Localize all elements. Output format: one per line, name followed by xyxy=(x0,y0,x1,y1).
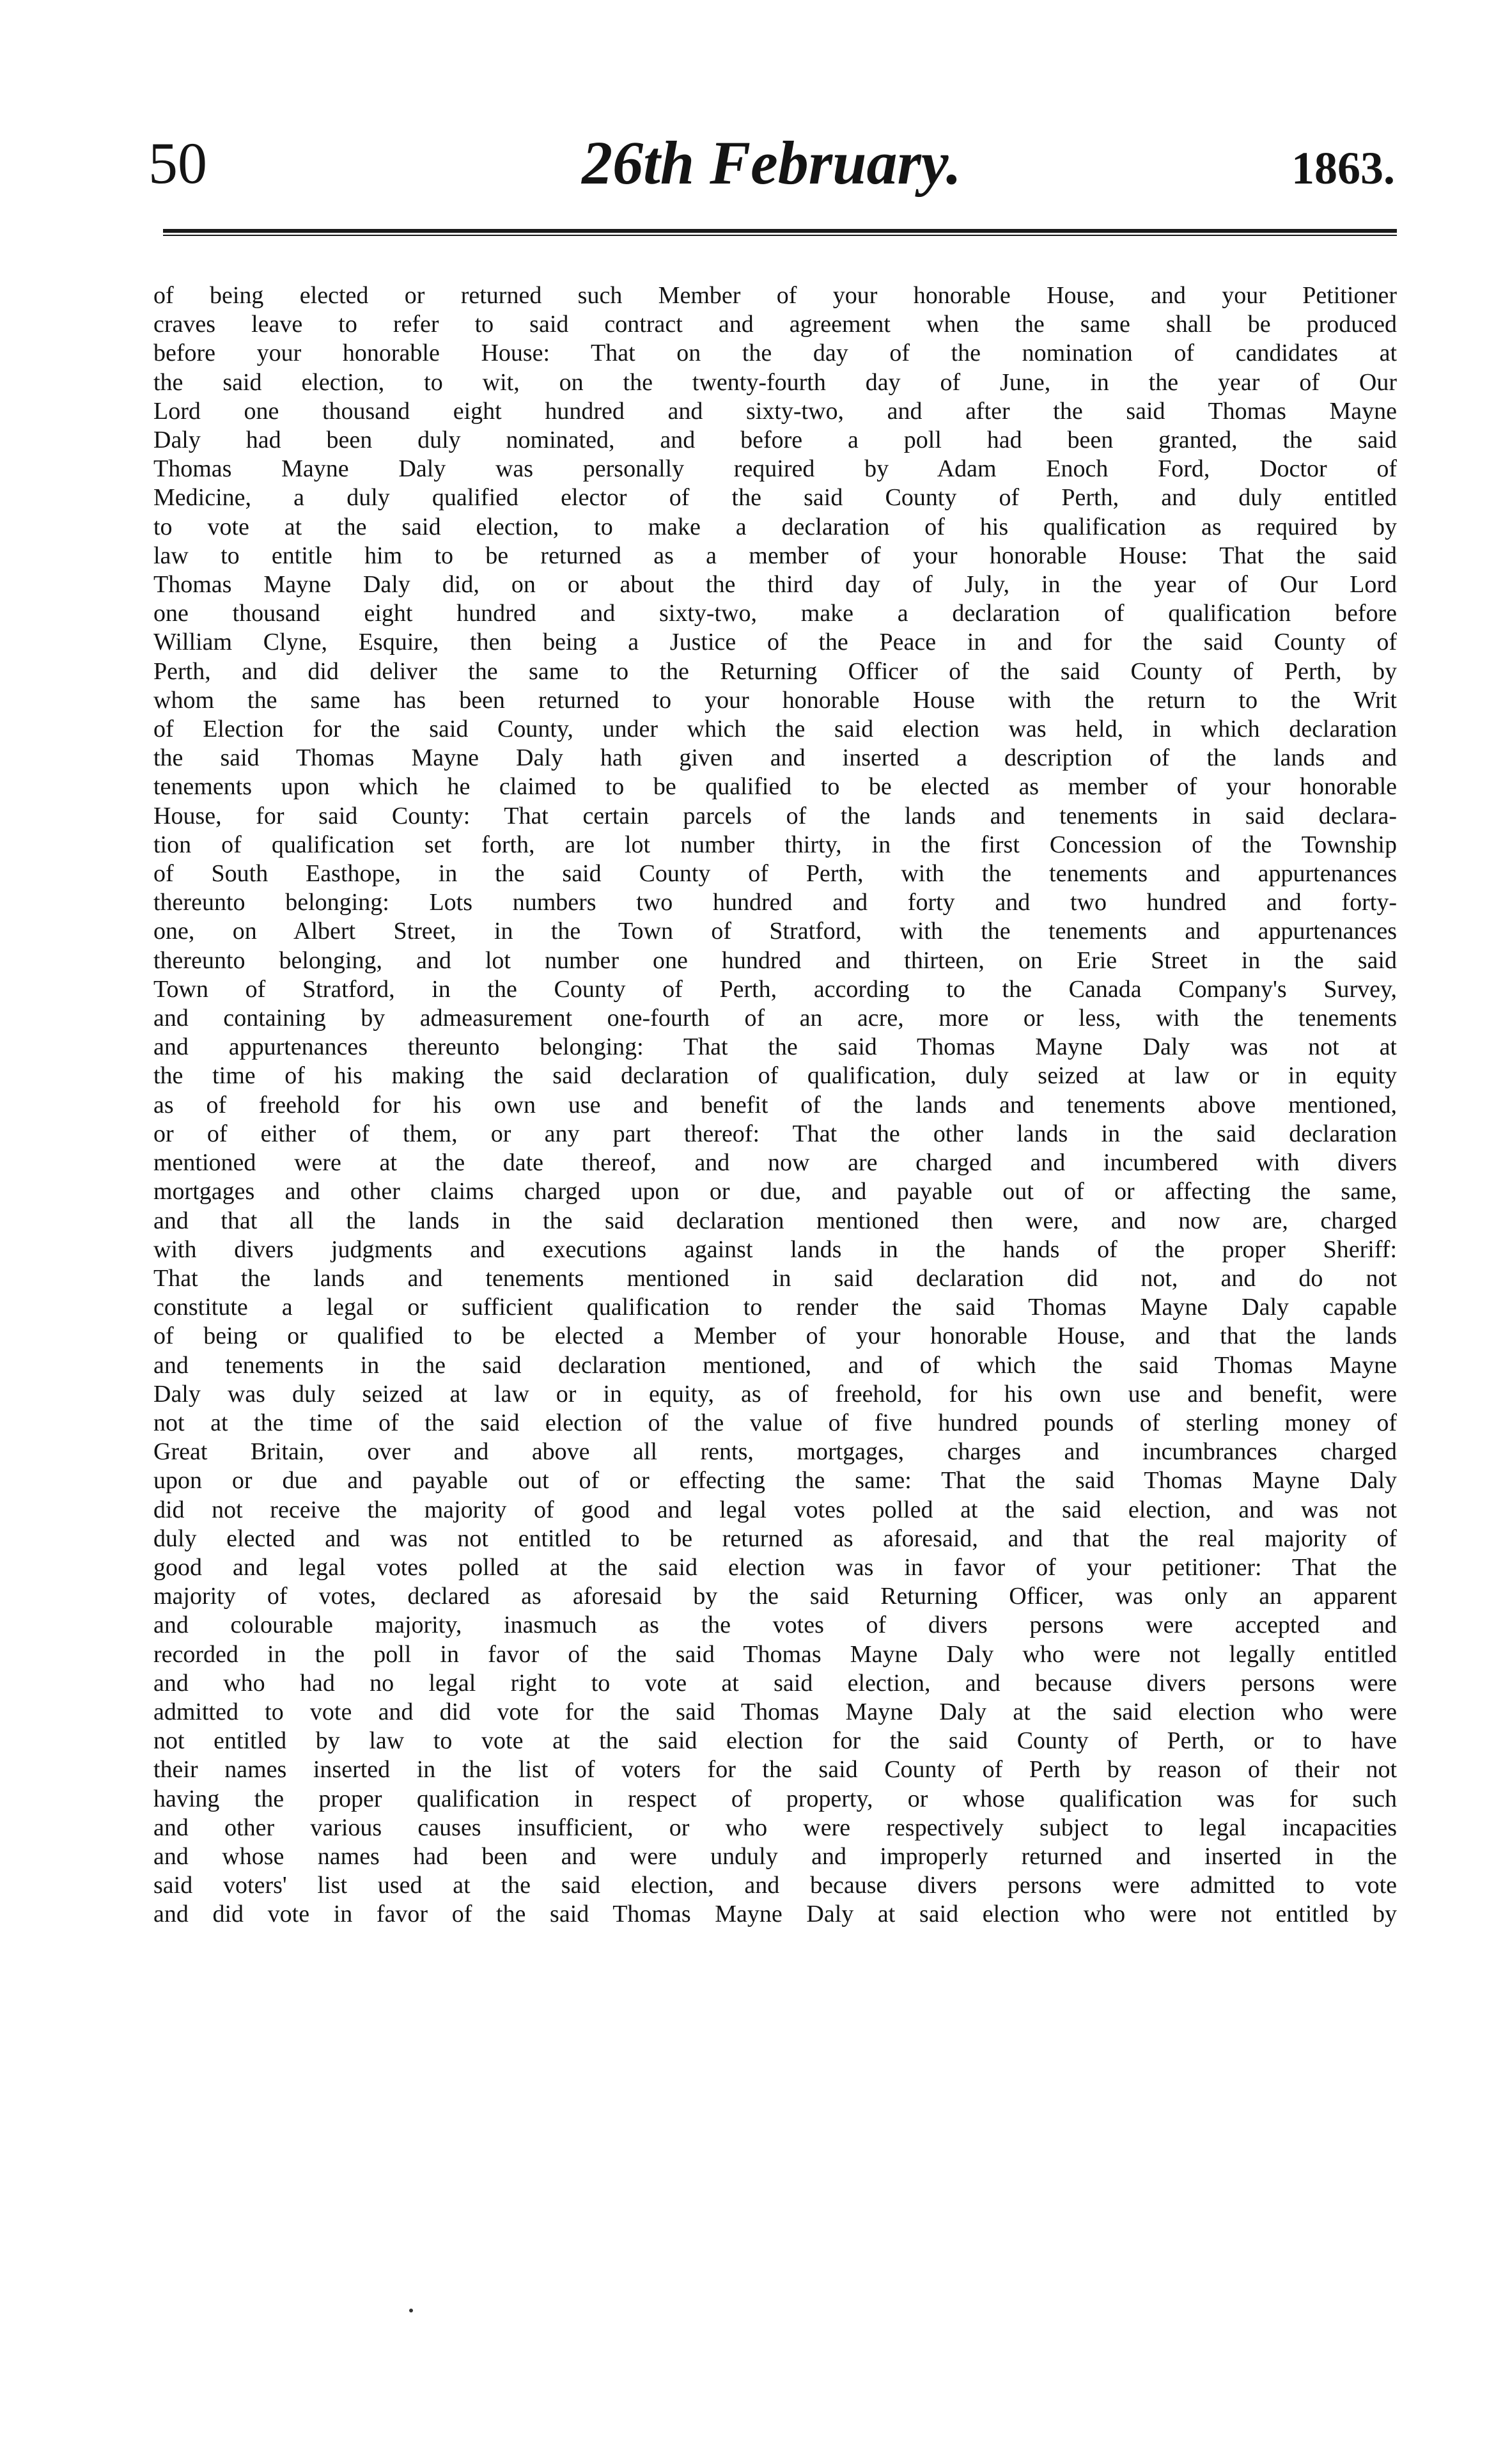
text-line: William Clyne, Esquire, then being a Justice of the Peace in and for the said County of xyxy=(153,629,1397,656)
text-line: and did vote in favor of the said Thomas Mayne Daly at said election who were not entitled by xyxy=(153,1901,1397,1928)
text-line: craves leave to refer to said contract and agreement when the same shall be produced xyxy=(153,311,1397,338)
text-line: with divers judgments and executions against lands in the hands of the proper Sheriff: xyxy=(153,1236,1397,1263)
text-line: and whose names had been and were unduly and improperly returned and inserted in the xyxy=(153,1842,1397,1870)
text-line: admitted to vote and did vote for the said Thomas Mayne Daly at the said election who were xyxy=(153,1698,1397,1725)
text-line: mortgages and other claims charged upon or due, and payable out of or affecting the same, xyxy=(153,1178,1397,1205)
text-line: their names inserted in the list of voters for the said County of Perth by reason of their not xyxy=(153,1756,1397,1784)
text-line: House, for said County: That certain parcels of the lands and tenements in said declara- xyxy=(153,802,1397,829)
stray-ink-mark xyxy=(409,2309,413,2312)
running-head xyxy=(148,131,1395,208)
text-line: and that all the lands in the said declaration mentioned then were, and now are, charged xyxy=(153,1207,1397,1234)
header-rule xyxy=(163,229,1397,236)
text-line: thereunto belonging, and lot number one hundred and thirteen, on Erie Street in the said xyxy=(153,946,1397,974)
text-line: Perth, and did deliver the same to the Returning Officer of the said County of Perth, by xyxy=(153,657,1397,685)
text-line: Daly had been duly nominated, and before a poll had been granted, the said xyxy=(153,427,1397,454)
text-line: tenements upon which he claimed to be qualified to be elected as member of your honorable xyxy=(153,773,1397,801)
text-line: as of freehold for his own use and benefit of the lands and tenements above mentioned, xyxy=(153,1091,1397,1118)
text-line: and who had no legal right to vote at said election, and because divers persons were xyxy=(153,1669,1397,1697)
text-line: tion of qualification set forth, are lot number thirty, in the first Concession of the Township xyxy=(153,831,1397,858)
petition-body-text xyxy=(153,281,1397,1929)
text-line: law to entitle him to be returned as a member of your honorable House: That the said xyxy=(153,542,1397,569)
page-date-title: 26th February. xyxy=(582,129,962,197)
text-line: constitute a legal or sufficient qualification to render the said Thomas Mayne Daly capable xyxy=(153,1294,1397,1321)
text-line: having the proper qualification in respect of property, or whose qualification was for such xyxy=(153,1785,1397,1812)
text-line: to vote at the said election, to make a declaration of his qualification as required by xyxy=(153,513,1397,540)
text-line: whom the same has been returned to your honorable House with the return to the Writ xyxy=(153,686,1397,714)
text-line: mentioned were at the date thereof, and now are charged and incumbered with divers xyxy=(153,1149,1397,1177)
text-line: Thomas Mayne Daly was personally required by Adam Enoch Ford, Doctor of xyxy=(153,455,1397,483)
text-line: the said Thomas Mayne Daly hath given and inserted a description of the lands and xyxy=(153,744,1397,772)
text-line: and colourable majority, inasmuch as the votes of divers persons were accepted and xyxy=(153,1612,1397,1639)
text-line: or of either of them, or any part thereof: That the other lands in the said declaration xyxy=(153,1120,1397,1147)
text-line: the said election, to wit, on the twenty-fourth day of June, in the year of Our xyxy=(153,368,1397,396)
text-line: majority of votes, declared as aforesaid by the said Returning Officer, was only an apparent xyxy=(153,1583,1397,1610)
text-line: upon or due and payable out of or effecting the same: That the said Thomas Mayne Daly xyxy=(153,1467,1397,1495)
text-line: not entitled by law to vote at the said election for the said County of Perth, or to have xyxy=(153,1727,1397,1755)
text-line: Medicine, a duly qualified elector of the said County of Perth, and duly entitled xyxy=(153,484,1397,512)
text-line: Daly was duly seized at law or in equity, as of freehold, for his own use and benefit, were xyxy=(153,1380,1397,1408)
text-line: the time of his making the said declaration of qualification, duly seized at law or in equity xyxy=(153,1062,1397,1090)
text-line: and tenements in the said declaration mentioned, and of which the said Thomas Mayne xyxy=(153,1351,1397,1379)
text-line: of South Easthope, in the said County of Perth, with the tenements and appurtenances xyxy=(153,860,1397,888)
text-line: one, on Albert Street, in the Town of Stratford, with the tenements and appurtenances xyxy=(153,918,1397,945)
text-line: and containing by admeasurement one-fourth of an acre, more or less, with the tenements xyxy=(153,1005,1397,1032)
text-line: of Election for the said County, under which the said election was held, in which declaration xyxy=(153,716,1397,743)
text-line: duly elected and was not entitled to be returned as aforesaid, and that the real majority of xyxy=(153,1525,1397,1552)
text-line: of being elected or returned such Member of your honorable House, and your Petitioner xyxy=(153,282,1397,309)
text-line: Great Britain, over and above all rents, mortgages, charges and incumbrances charged xyxy=(153,1438,1397,1466)
text-line: one thousand eight hundred and sixty-two, make a declaration of qualification before xyxy=(153,600,1397,627)
text-line: Lord one thousand eight hundred and sixty-two, and after the said Thomas Mayne xyxy=(153,397,1397,425)
text-line: did not receive the majority of good and legal votes polled at the said election, and was not xyxy=(153,1496,1397,1523)
text-line: Town of Stratford, in the County of Perth, according to the Canada Company's Survey, xyxy=(153,975,1397,1003)
text-line: before your honorable House: That on the day of the nomination of candidates at xyxy=(153,340,1397,367)
page-year: 1863. xyxy=(1291,143,1395,194)
text-line: good and legal votes polled at the said election was in favor of your petitioner: That the xyxy=(153,1553,1397,1581)
text-line: recorded in the poll in favor of the said Thomas Mayne Daly who were not legally entitled xyxy=(153,1640,1397,1668)
text-line: thereunto belonging: Lots numbers two hundred and forty and two hundred and forty- xyxy=(153,889,1397,916)
text-line: and appurtenances thereunto belonging: That the said Thomas Mayne Daly was not at xyxy=(153,1033,1397,1061)
text-line: Thomas Mayne Daly did, on or about the third day of July, in the year of Our Lord xyxy=(153,571,1397,599)
page-number: 50 xyxy=(148,130,207,196)
text-line: That the lands and tenements mentioned in said declaration did not, and do not xyxy=(153,1264,1397,1292)
text-line: and other various causes insufficient, or who were respectively subject to legal incapacities xyxy=(153,1814,1397,1841)
text-line: of being or qualified to be elected a Member of your honorable House, and that the lands xyxy=(153,1322,1397,1350)
text-line: not at the time of the said election of the value of five hundred pounds of sterling money of xyxy=(153,1409,1397,1436)
text-line: said voters' list used at the said election, and because divers persons were admitted to vote xyxy=(153,1872,1397,1899)
